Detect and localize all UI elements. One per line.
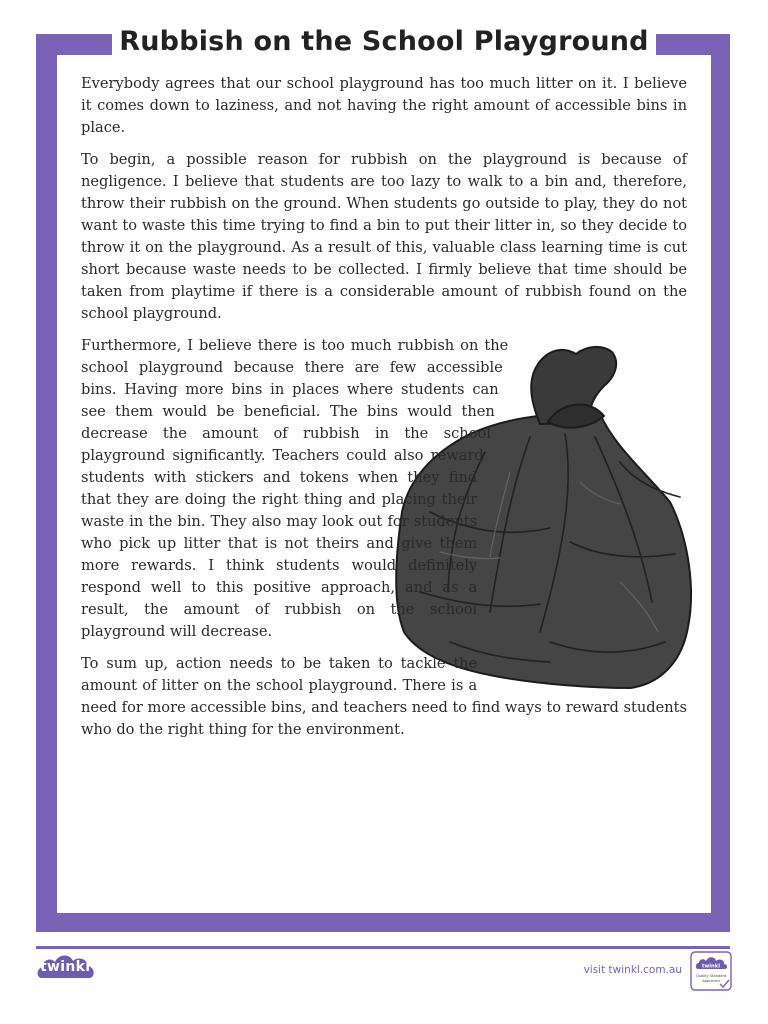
footer-divider	[36, 946, 730, 949]
twinkl-logo-text: twinkl	[40, 959, 91, 975]
badge-label-line-1: Quality Standard	[695, 974, 727, 978]
visit-website-link[interactable]: visit twinkl.com.au	[583, 964, 682, 976]
paragraph-second-reason: Furthermore, I believe there is too much rubbish on the school playground because there are few accessible bins. Having more bins in places where students can see them would be beneficial. The bins would then decrease the amount of rubbish in the school playground significantly. Teachers could also reward students with stickers and tokens when they find that they are doing the right thing and placing their waste in the bin. They also may look out for students who pick up litter that is not theirs and give them more rewards. I think students would definitely respond well to this positive approach, and as a result, the amount of rubbish on the school playground will decrease.	[81, 337, 509, 640]
badge-label-line-2: Approved	[702, 979, 720, 983]
badge-logo-text: twinkl	[702, 963, 720, 970]
paragraph-intro: Everybody agrees that our school playground has too much litter on it. I believe it comes down to laziness, and not having the right amount of accessible bins in place.	[81, 75, 687, 136]
paragraph-conclusion: To sum up, action needs to be taken to tackle the amount of litter on the school playground. There is a need for more accessible bins, and teachers need to find ways to reward students who do the right thing for the environment.	[81, 655, 687, 738]
page-title: Rubbish on the School Playground	[119, 26, 649, 57]
paragraph-first-reason: To begin, a possible reason for rubbish on the playground is because of negligence. I believe that students are too lazy to walk to a bin and, therefore, throw their rubbish on the ground. When students go outside to play, they do not want to waste this time trying to find a bin to put their litter in, so they decide to throw it on the playground. As a result of this, valuable class learning time is cut short because waste needs to be collected. I firmly believe that time should be taken from playtime if there is a considerable amount of rubbish found on the school playground.	[81, 151, 687, 322]
article-body	[81, 73, 687, 751]
quality-standard-badge	[690, 951, 732, 991]
